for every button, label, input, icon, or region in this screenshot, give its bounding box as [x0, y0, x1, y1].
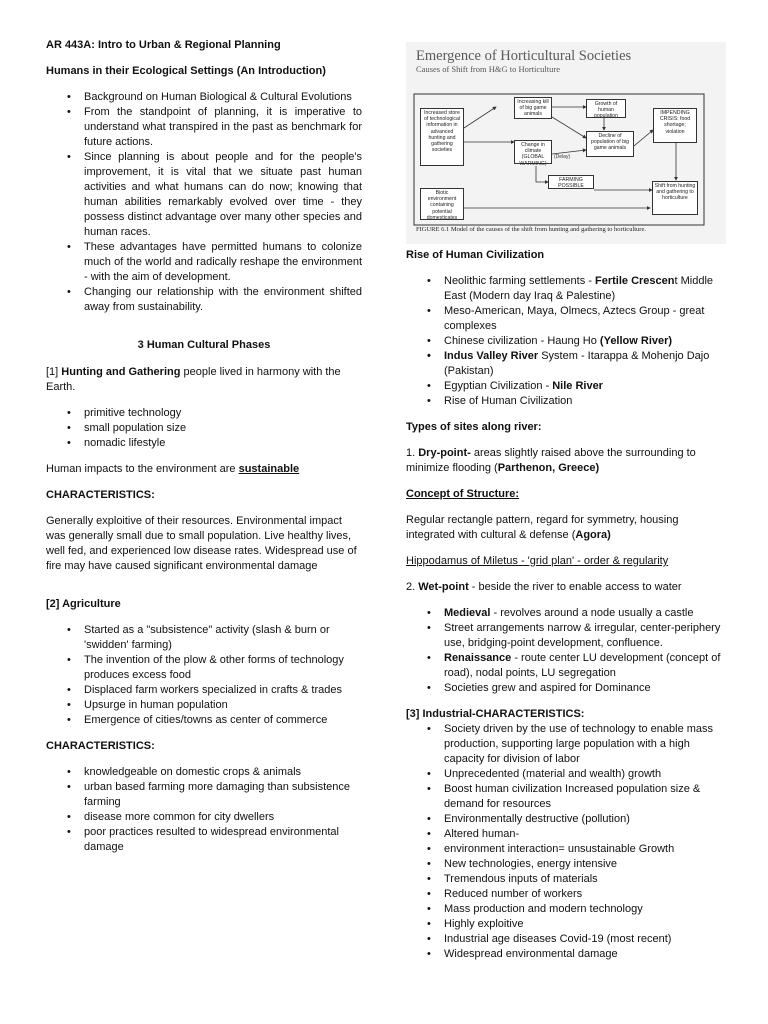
list-item: • Society driven by the use of technology to enable mass production, supporting large population with a high capacity for division of labor — [406, 722, 724, 767]
wet-item-text: - revolves around a node usually a castle — [490, 607, 694, 619]
rise-bold: Indus Valley River — [444, 350, 539, 362]
figure-subtitle: Causes of Shift from H&G to Horticulture — [416, 64, 561, 74]
list-item: • Mass production and modern technology — [406, 902, 724, 917]
phases-heading: 3 Human Cultural Phases — [137, 339, 271, 351]
list-item — [406, 379, 724, 394]
node-big-game-kill: Increasing kill of big game animals — [514, 97, 552, 119]
wet-item-bold: Medieval — [444, 607, 491, 619]
sites-heading: Types of sites along river: — [406, 421, 542, 433]
node-impending-crisis: IMPENDING CRISIS: food shortage; violation — [653, 108, 697, 143]
wet-bold: Wet-point — [418, 581, 469, 593]
phase1-prefix: [1] — [46, 366, 62, 378]
rise-bold: Fertile Crescen — [595, 275, 675, 287]
impact-word: sustainable — [238, 463, 300, 475]
rise-text: t Middle East (Modern day Iraq & Palestine) — [444, 275, 714, 302]
list-item: • Since planning is about people and for the people's improvement, it is vital that we situate past human activities and what humans can do now; knowing that human abilities remarkably evolved over time - they possess distinct advantage over many other species and human races. — [46, 150, 362, 240]
rise-bold: Nile River — [552, 380, 603, 392]
list-item: • small population size — [46, 421, 362, 436]
wet-item-bold: Renaissance — [444, 652, 512, 664]
figure-caption: FIGURE 6.1 Model of the causes of the shift from hunting and gathering to horticulture. — [416, 226, 646, 233]
structure-body: Regular rectangle pattern, regard for symmetry, housing integrated with cultural & defense ( — [406, 514, 679, 541]
node-population-growth: Growth of human population — [586, 99, 626, 118]
list-item: • Meso-American, Maya, Olmecs, Aztecs Group - great complexes — [406, 304, 724, 334]
structure-text — [406, 513, 724, 543]
wet-prefix: 2. — [406, 581, 419, 593]
rise-text: System - Itarappa & Mohenjo Dajo (Pakistan) — [444, 350, 710, 377]
phase1-list — [46, 406, 362, 451]
list-item: • nomadic lifestyle — [46, 436, 362, 451]
wet-point-list — [406, 606, 724, 696]
dry-point — [406, 446, 724, 476]
impact-line — [46, 462, 362, 477]
industrial-list — [406, 722, 724, 962]
dry-example: Parthenon, Greece) — [497, 462, 600, 474]
list-item: • Environmentally destructive (pollution) — [406, 812, 724, 827]
rise-list — [406, 274, 724, 409]
list-item — [406, 606, 724, 621]
figure-title: Emergence of Horticultural Societies — [416, 48, 632, 64]
list-item: • New technologies, energy intensive — [406, 857, 724, 872]
course-title: AR 443A: Intro to Urban & Regional Planning — [46, 39, 281, 51]
arrow — [552, 117, 586, 138]
section-title: Humans in their Ecological Settings (An Introduction) — [46, 65, 326, 77]
list-item: • disease more common for city dwellers — [46, 810, 362, 825]
node-climate-change: Change in climate (GLOBAL WARMING) — [514, 140, 552, 164]
right-column — [406, 42, 724, 962]
list-item: • Reduced number of workers — [406, 887, 724, 902]
structure-bold: Agora) — [575, 529, 611, 541]
list-item: • Changing our relationship with the environment shifted away from sustainability. — [46, 285, 362, 315]
list-item: • Societies grew and aspired for Dominance — [406, 681, 724, 696]
hippodamus-line: Hippodamus of Miletus - 'grid plan' - order & regularity — [406, 555, 669, 567]
structure-heading: Concept of Structure: — [406, 488, 520, 500]
characteristics-heading: CHARACTERISTICS: — [46, 740, 155, 752]
rise-bold: (Yellow River) — [599, 335, 673, 347]
list-item: • Tremendous inputs of materials — [406, 872, 724, 887]
dry-prefix: 1. — [406, 447, 419, 459]
list-item: • These advantages have permitted humans to colonize much of the world and radically reshape the environment - with the aim of development. — [46, 240, 362, 285]
intro-list — [46, 90, 362, 315]
list-item: • Started as a "subsistence" activity (slash & burn or 'swidden' farming) — [46, 623, 362, 653]
list-item: • urban based farming more damaging than subsistence farming — [46, 780, 362, 810]
phase2-heading: [2] Agriculture — [46, 598, 121, 610]
wet-item-text: - route center LU development (concept of road), nodal points, LU segregation — [444, 652, 721, 679]
dry-text: areas slightly raised above the surrounding to minimize flooding ( — [406, 447, 696, 474]
list-item: • Industrial age diseases Covid-19 (most recent) — [406, 932, 724, 947]
delay-label: (Delay) — [554, 154, 571, 160]
rise-text: Neolithic farming settlements - — [444, 275, 595, 287]
arrow — [464, 107, 496, 128]
rise-text: Chinese civilization - Haung Ho — [444, 335, 600, 347]
phase2-characteristics-list — [46, 765, 362, 855]
left-column — [46, 38, 362, 855]
list-item: • From the standpoint of planning, it is imperative to understand what transpired in the past as benchmark for future actions. — [46, 105, 362, 150]
arrow — [536, 166, 548, 182]
list-item: • Rise of Human Civilization — [406, 394, 724, 409]
phase1-characteristics: Generally exploitive of their resources. Environmental impact was generally small due to small population. Live healthy lives, well fed, and experienced low disease rates. Widespread use of fire may have caused significant environmental damage — [46, 515, 357, 572]
list-item: • Highly exploitive — [406, 917, 724, 932]
list-item: • Altered human- — [406, 827, 724, 842]
node-biotic-environment: Biotic environment containing potential domesticates — [420, 188, 464, 220]
rise-text: Egyptian Civilization - — [444, 380, 553, 392]
arrow — [634, 130, 653, 146]
list-item — [406, 349, 724, 379]
list-item: • knowledgeable on domestic crops & animals — [46, 765, 362, 780]
list-item: • Background on Human Biological & Cultural Evolutions — [46, 90, 362, 105]
list-item: • Unprecedented (material and wealth) growth — [406, 767, 724, 782]
impact-prefix: Human impacts to the environment are — [46, 463, 239, 475]
node-big-game-decline: Decline of population of big game animals — [586, 131, 634, 157]
dry-bold: Dry-point- — [418, 447, 471, 459]
list-item: • Widespread environmental damage — [406, 947, 724, 962]
phase1-rest: people lived in harmony with the Earth. — [46, 366, 341, 393]
list-item: • Boost human civilization Increased population size & demand for resources — [406, 782, 724, 812]
list-item: • environment interaction= unsustainable Growth — [406, 842, 724, 857]
list-item — [406, 334, 724, 349]
list-item: • Street arrangements narrow & irregular, center-periphery use, bridging-point development, confluence. — [406, 621, 724, 651]
list-item: • Displaced farm workers specialized in crafts & trades — [46, 683, 362, 698]
list-item: • Emergence of cities/towns as center of commerce — [46, 713, 362, 728]
phase1-bold: Hunting and Gathering — [61, 366, 181, 378]
list-item: • Upsurge in human population — [46, 698, 362, 713]
list-item: • The invention of the plow & other forms of technology produces excess food — [46, 653, 362, 683]
list-item — [406, 274, 724, 304]
list-item: • primitive technology — [46, 406, 362, 421]
node-increased-technology: Increased store of technological information in advanced hunting and gathering societies — [420, 108, 464, 166]
phase1-intro — [46, 365, 362, 395]
node-farming-possible: FARMING POSSIBLE — [548, 175, 594, 189]
list-item: • poor practices resulted to widespread environmental damage — [46, 825, 362, 855]
list-item — [406, 651, 724, 681]
industrial-heading: [3] Industrial-CHARACTERISTICS: — [406, 708, 585, 720]
figure — [406, 42, 726, 244]
wet-point — [406, 580, 724, 595]
rise-heading: Rise of Human Civilization — [406, 249, 545, 261]
wet-text: - beside the river to enable access to water — [468, 581, 682, 593]
node-shift-to-horticulture: Shift from hunting and gathering to horticulture — [652, 181, 698, 215]
characteristics-heading: CHARACTERISTICS: — [46, 489, 155, 501]
phase2-list — [46, 623, 362, 728]
